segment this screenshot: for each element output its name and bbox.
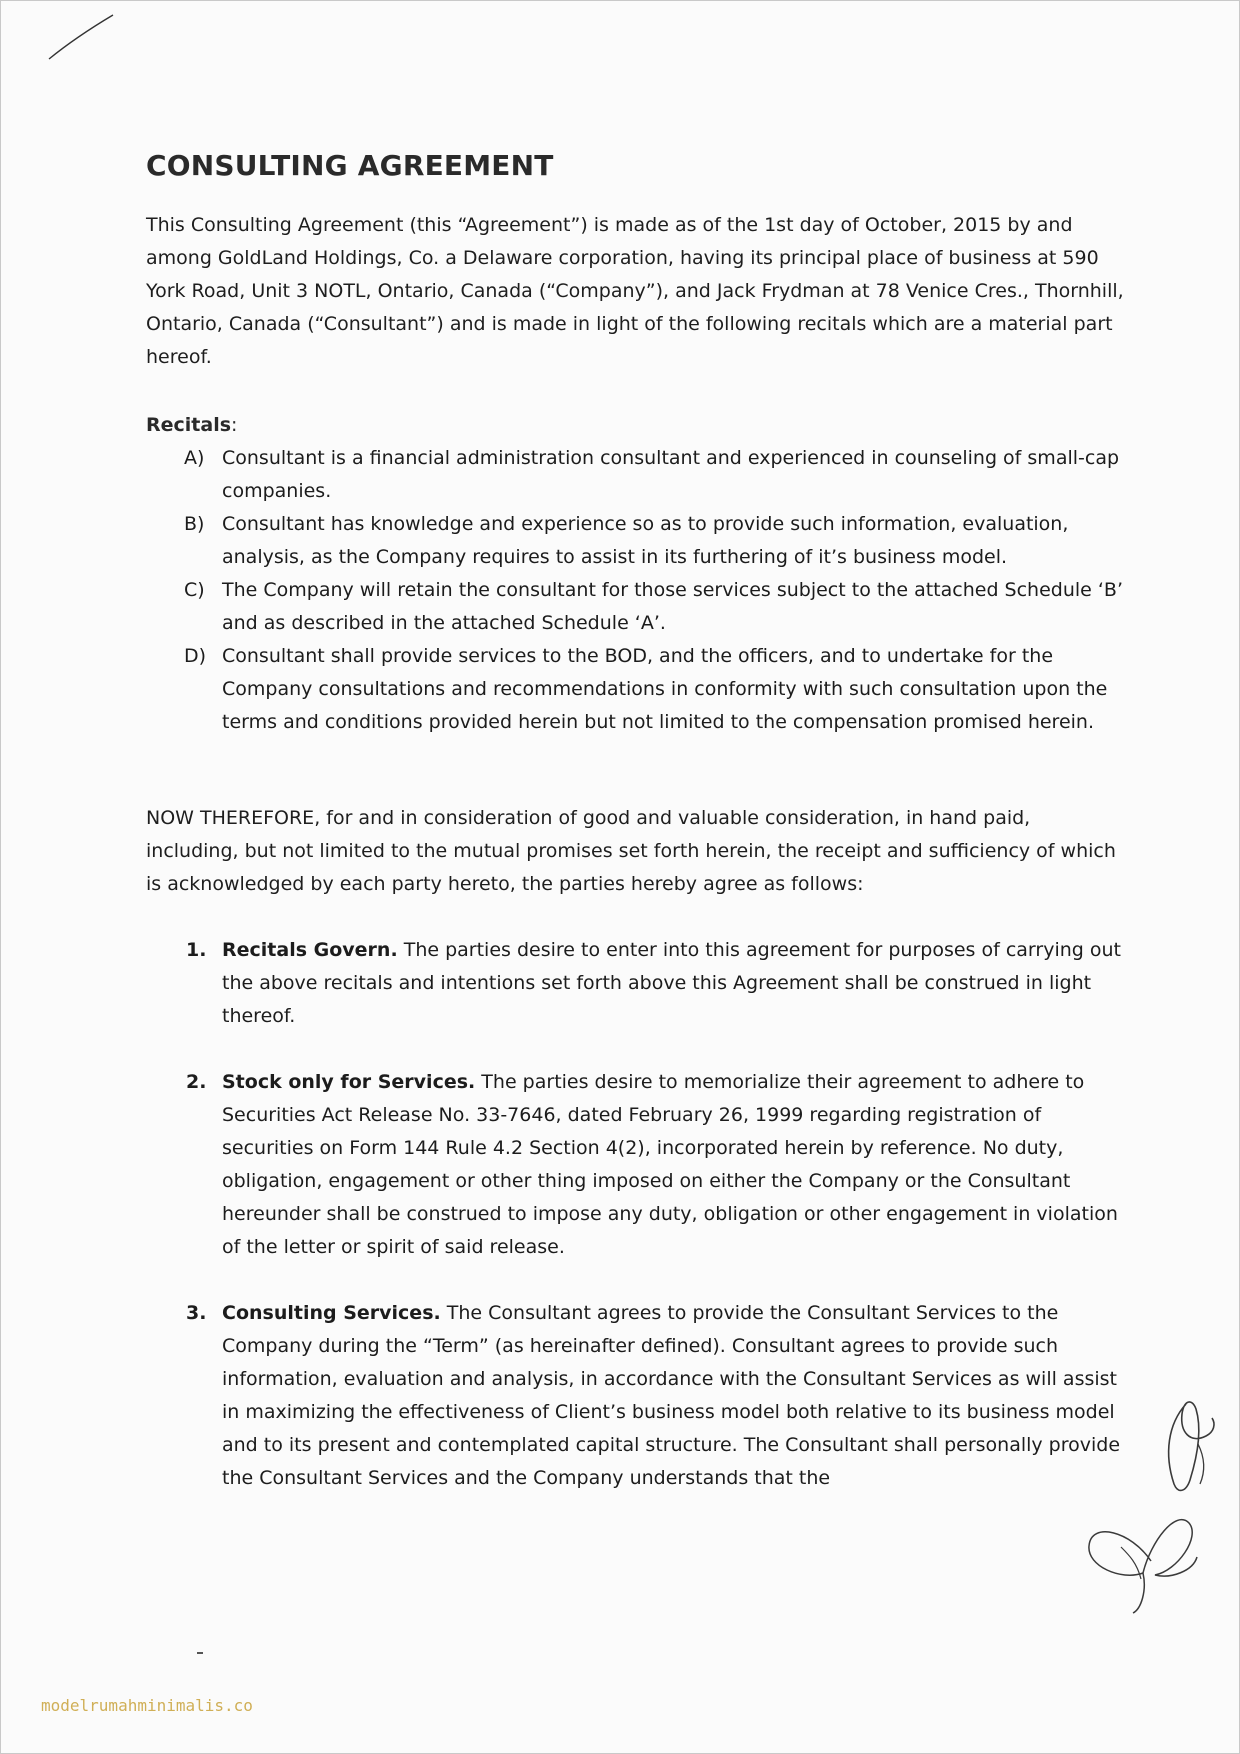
handwritten-signature-icon (1081, 1501, 1211, 1621)
recital-item (146, 640, 1136, 739)
intro-paragraph: This Consulting Agreement (this “Agreement”) is made as of the 1st day of October, 2015 by and among GoldLand Holdings, Co. a Delaware corporation, having its principal place of business at 590 York Road, Unit 3 NOTL, Ontario, Canada (“Company”), and Jack Frydman at 78 Venice Cres., Thornhill, Ontario, Canada (“Consultant”) and is made in light of the following recitals which are a material part hereof. (146, 214, 1124, 368)
clause-heading: Consulting Services. (222, 1302, 441, 1324)
stray-mark (197, 1652, 203, 1654)
clause-item (146, 934, 1136, 1033)
handwritten-initials-icon (1156, 1384, 1226, 1504)
clause-text: The parties desire to enter into this agreement for purposes of carrying out the above recitals and intentions set forth above this Agreement shall be construed in light thereof. (222, 939, 1122, 1027)
recitals-list (146, 442, 1136, 739)
recital-item (146, 508, 1136, 574)
watermark-text: modelrumahminimalis.co (41, 1696, 253, 1715)
recital-text: Consultant is a financial administration consultant and experienced in counseling of small-cap companies. (222, 447, 1120, 502)
document-title: CONSULTING AGREEMENT (146, 149, 554, 182)
clause-text: The Consultant agrees to provide the Consultant Services to the Company during the “Term” (as hereinafter defined). Consultant agrees to provide such information, evaluation and analysis, in accordance with the Consultant Services as will assist in maximizing the effectiveness of Client’s business model both relative to its business model and to its present and contemplated capital structure. The Consultant shall personally provide the Consultant Services and the Company understands that the (222, 1302, 1121, 1489)
recital-text: Consultant shall provide services to the BOD, and the officers, and to undertake for the Company consultations and recommendations in conformity with such consultation upon the terms and conditions provided herein but not limited to the compensation promised herein. (222, 645, 1108, 733)
recital-letter: D) (184, 645, 207, 667)
clause-number: 1. (186, 939, 207, 961)
clause-text: The parties desire to memorialize their agreement to adhere to Securities Act Release No. 33-7646, dated February 26, 1999 regarding registration of securities on Form 144 Rule 4.2 Section 4(2), incorporated herein by reference. No duty, obligation, engagement or other thing imposed on either the Company or the Consultant hereunder shall be construed to impose any duty, obligation or other engagement in violation of the letter or spirit of said release. (222, 1071, 1118, 1258)
now-therefore-paragraph: NOW THEREFORE, for and in consideration of good and valuable consideration, in hand paid, including, but not limited to the mutual promises set forth herein, the receipt and sufficiency of which is acknowledged by each party hereto, the parties hereby agree as follows: (146, 807, 1116, 895)
recital-text: The Company will retain the consultant for those services subject to the attached Schedule ‘B’ and as described in the attached Schedule ‘A’. (222, 579, 1124, 634)
clause-item (146, 1066, 1136, 1264)
recitals-heading-colon: : (231, 414, 238, 436)
clause-item (146, 1297, 1136, 1495)
clause-number: 3. (186, 1302, 207, 1324)
clause-heading: Stock only for Services. (222, 1071, 476, 1093)
recital-letter: B) (184, 513, 205, 535)
recital-item (146, 574, 1136, 640)
pen-stroke-mark (41, 9, 121, 69)
recital-letter: A) (184, 447, 205, 469)
recital-text: Consultant has knowledge and experience so as to provide such information, evaluation, analysis, as the Company requires to assist in its furthering of it’s business model. (222, 513, 1069, 568)
recital-letter: C) (184, 579, 205, 601)
clauses-list (146, 934, 1136, 1528)
clause-number: 2. (186, 1071, 207, 1093)
recitals-heading (146, 409, 237, 442)
clause-heading: Recitals Govern. (222, 939, 398, 961)
recitals-heading-text: Recitals (146, 414, 232, 436)
recital-item (146, 442, 1136, 508)
